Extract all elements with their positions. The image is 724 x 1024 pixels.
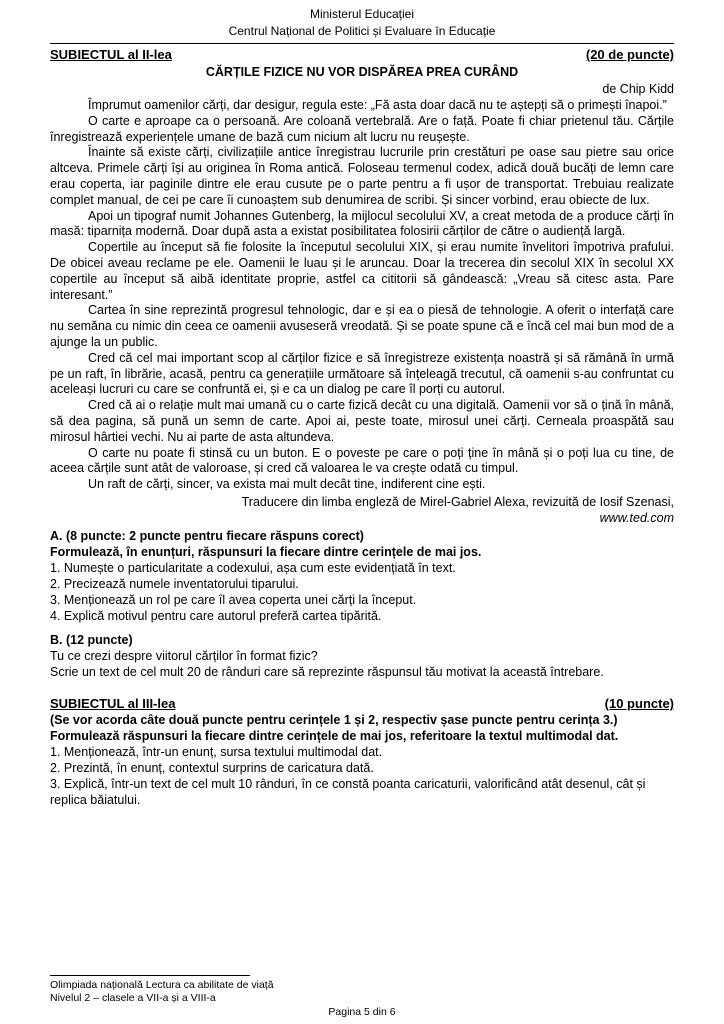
subject3-points: (10 puncte) bbox=[604, 696, 674, 711]
question-item: 3. Explică, într-un text de cel mult 10 rânduri, în ce constă poanta caricaturii, valorificând atât desenul, cât și replica băiatului. bbox=[50, 777, 646, 807]
translation-line: Traducere din limba engleză de Mirel-Gabriel Alexa, revizuită de Iosif Szenasi, bbox=[241, 495, 674, 509]
paragraph: Apoi un tipograf numit Johannes Gutenberg, la mijlocul secolului XV, a creat metoda de a produce cărți în masă: tiparnița modernă. Doar după asta a existat posibilitatea folosirii cărților de către o audiență largă. bbox=[50, 208, 674, 239]
footer-divider bbox=[50, 975, 250, 976]
translation-credit bbox=[242, 494, 674, 526]
source-link: www.ted.com bbox=[599, 511, 674, 525]
part-b-task: Scrie un text de cel mult 20 de rânduri care să reprezinte răspunsul tău motivat la această întrebare. bbox=[50, 665, 604, 679]
level-info: Nivelul 2 – clasele a VII-a și a VIII-a bbox=[50, 992, 216, 1004]
question-item: 1. Numește o particularitate a codexului, așa cum este evidențiată în text. bbox=[50, 561, 456, 575]
question-item: 3. Menționează un rol pe care îl avea coperta unei cărți la început. bbox=[50, 593, 417, 607]
subject3-instruction: Formulează răspunsuri la fiecare dintre cerințele de mai jos, referitoare la textul multimodal dat. bbox=[50, 729, 619, 743]
paragraph: Cartea în sine reprezintă progresul tehnologic, dar e și ea o piesă de tehnologie. A oferit o interfață care nu semăna cu nimic din ceea ce oamenii avuseseră vreodată. Și se poate spune că e încă cel mai bun mod de a ajunge la un public. bbox=[50, 303, 674, 349]
subject3-heading: SUBIECTUL al III-lea bbox=[50, 696, 176, 711]
article-title: CĂRȚILE FIZICE NU VOR DISPĂREA PREA CURÂND bbox=[205, 65, 519, 79]
paragraph: O carte e aproape ca o persoană. Are coloană vertebrală. Are o față. Poate fi chiar prietenul tău. Cărțile înregistrează experiențele umane de bază cum nicium alt lucru nu reușește. bbox=[50, 113, 674, 144]
olympiad-name: Olimpiada națională Lectura ca abilitate de viață bbox=[50, 979, 274, 991]
subject2-heading-row bbox=[50, 47, 674, 62]
paragraph: Împrumut oamenilor cărți, dar desigur, regula este: „Fă asta doar dacă nu te aștepți să o primești înapoi.” bbox=[88, 98, 667, 112]
part-a-heading: A. (8 puncte: 2 puncte pentru fiecare răspuns corect) bbox=[50, 529, 364, 543]
question-item: 4. Explică motivul pentru care autorul preferă cartea tipărită. bbox=[50, 609, 382, 623]
subject3-heading-row bbox=[50, 696, 674, 711]
question-item: 2. Precizează numele inventatorului tiparului. bbox=[50, 577, 299, 591]
paragraph: Cred că ai o relație mult mai umană cu o carte fizică decât cu una digitală. Oamenii vor să o țină în mână, să dea pagina, să pună un semn de carte. Apoi ai, peste toate, mirosul unei cărți. Cerneala proaspătă sau mirosul hârtiei vechi. Nu ai parte de asta altundeva. bbox=[50, 398, 674, 444]
article-author: de Chip Kidd bbox=[602, 82, 674, 96]
subject3-block bbox=[50, 712, 690, 808]
article-body bbox=[50, 98, 674, 493]
paragraph: Copertile au început să fie folosite la începutul secolului XIX, și erau numite învelitori împotriva prafului. De obicei aveau reclame pe ele. Oamenii le luau și le aruncau. Doar la trecerea din secolul XIX în secolul XX copertile au început să aibă identitate proprie, astfel ca cititorii să gândească: „Vreau să citesc asta. Pare interesant.” bbox=[50, 240, 674, 302]
question-item: 2. Prezintă, în enunț, contextul surprins de caricatura dată. bbox=[50, 761, 374, 775]
part-a bbox=[50, 528, 690, 624]
page-number: Pagina 5 din 6 bbox=[328, 1006, 396, 1018]
part-a-instruction: Formulează, în enunțuri, răspunsuri la fiecare dintre cerințele de mai jos. bbox=[50, 545, 482, 559]
paragraph: Cred că cel mai important scop al cărților fizice e să înregistreze existența noastră și să rămână în urmă pe un raft, în librărie, acasă, pentru ca generațiile următoare să înțeleagă trecutul, că oamenii s-au confruntat cu aceleași lucruri cu care se confruntă ei, și e ca un dialog pe care îl porți cu autorul. bbox=[50, 350, 674, 397]
subject3-note: (Se vor acorda câte două puncte pentru cerințele 1 și 2, respectiv șase puncte pentru cerința 3.) bbox=[50, 713, 618, 727]
subject2-heading: SUBIECTUL al II-lea bbox=[50, 47, 172, 62]
footer-info bbox=[50, 979, 274, 1005]
subject2-points: (20 de puncte) bbox=[585, 47, 674, 62]
paragraph: Înainte să existe cărți, civilizațiile antice înregistrau lucrurile prin crestături pe oase sau pietre sau orice altceva. Primele cărți își au originea în Roma antică. Foloseau termenul codex, adică două bucăți de lemn care erau coperta, iar paginile dintre ele erau cusute pe o parte pentru a fi ușor de transportat. Trebuiau realizate complet manual, de cei pe care îi cunoaștem sub denumirea de scribi. Și sincer vorbind, erau obiecte de lux. bbox=[50, 145, 674, 207]
part-b bbox=[50, 632, 690, 680]
question-item: 1. Menționează, într-un enunț, sursa textului multimodal dat. bbox=[50, 745, 383, 759]
center-header: Centrul Național de Politici și Evaluare în Educație bbox=[228, 24, 496, 38]
paragraph: Un raft de cărți, sincer, va exista mai mult decât tine, indiferent cine ești. bbox=[88, 477, 486, 492]
part-b-question: Tu ce crezi despre viitorul cărților în format fizic? bbox=[50, 649, 318, 663]
part-b-heading: B. (12 puncte) bbox=[50, 633, 133, 647]
paragraph: O carte nu poate fi stinsă cu un buton. E o poveste pe care o poți ține în mână și o poți lua cu tine, de aceea cărțile sunt atât de valoroase, și cred că valoarea le va crește odată cu timpul. bbox=[50, 445, 674, 476]
header-divider bbox=[50, 43, 674, 44]
ministry-header: Ministerul Educației bbox=[309, 7, 415, 21]
